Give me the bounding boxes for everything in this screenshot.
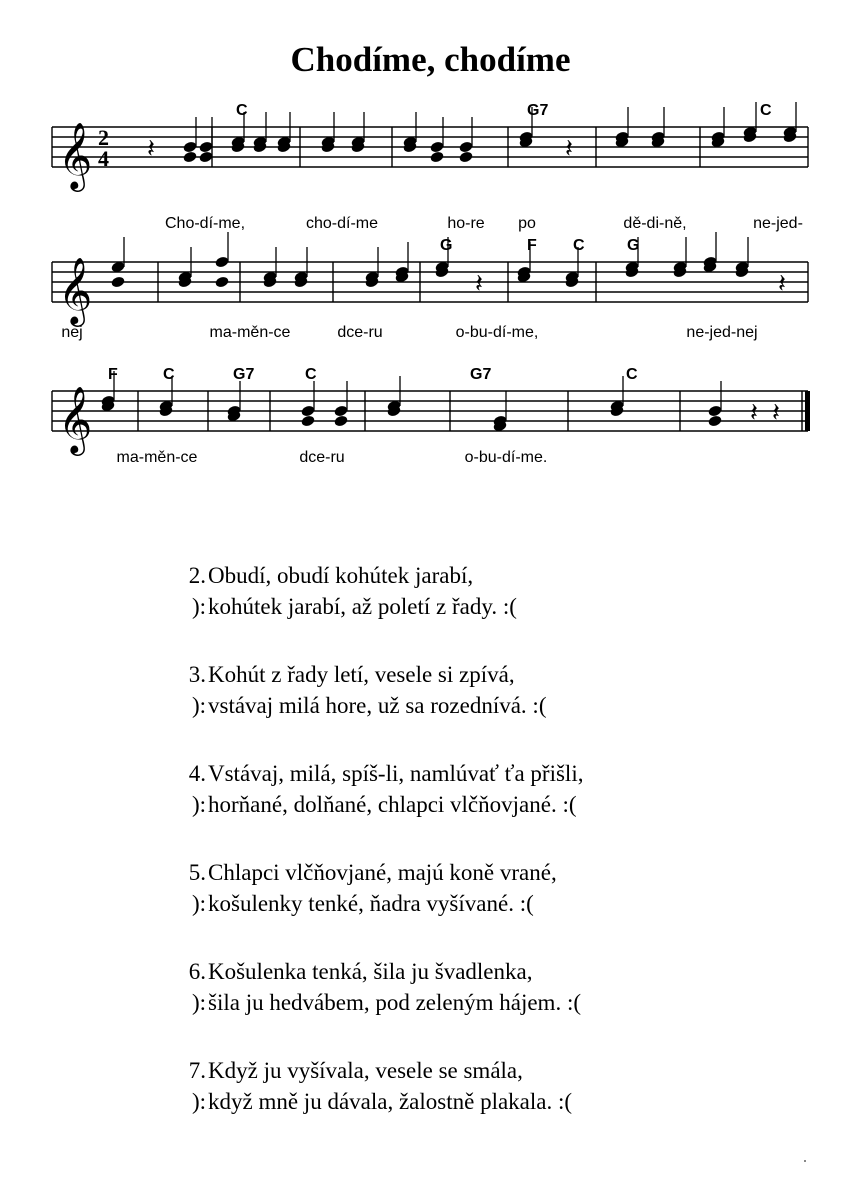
music-score	[0, 0, 861, 500]
quarter-rest-icon: 𝄽	[772, 398, 780, 428]
chord-symbol: C	[305, 366, 317, 383]
verses	[160, 560, 800, 1154]
quarter-rest-icon: 𝄽	[750, 398, 758, 428]
verse-line: šila ju hedvábem, pod zeleným hájem. :(	[208, 990, 581, 1015]
note-chord	[707, 381, 722, 428]
verse-number: 5.	[188, 860, 206, 885]
notehead	[182, 140, 197, 153]
note-chord	[110, 237, 125, 289]
notehead	[214, 275, 229, 288]
notehead	[333, 414, 348, 427]
verse-line: vstávaj milá hore, už sa rozednívá. :(	[208, 693, 547, 718]
song-title: Chodíme, chodíme	[290, 40, 571, 79]
lyric-syllables: dce-ru	[299, 449, 345, 466]
note-chord	[214, 232, 229, 289]
verse-line: Kohút z řady letí, vesele si zpívá,	[208, 662, 515, 687]
quarter-rest-icon: 𝄽	[565, 134, 573, 164]
speck	[804, 1160, 806, 1162]
note-chord	[252, 112, 267, 154]
chord-symbol: F	[527, 237, 537, 254]
chord-symbol: G7	[233, 366, 255, 383]
chord-symbol: C	[573, 237, 585, 254]
verse-line: kohútek jarabí, až poletí z řady. :(	[208, 594, 517, 619]
lyric-syllables: cho-dí-me	[305, 215, 379, 232]
note-chord	[386, 376, 401, 418]
notehead	[458, 140, 473, 153]
notehead	[429, 140, 444, 153]
note-chord	[734, 237, 749, 279]
staff-system	[52, 256, 808, 327]
note-chord	[650, 107, 665, 149]
lyric-syllables: o-bu-dí-me.	[464, 449, 548, 466]
treble-clef-icon: 𝄞	[58, 385, 93, 453]
lyric-syllables: ne-jed-	[753, 215, 803, 232]
note-chord	[710, 107, 725, 149]
verse-line: Vstávaj, milá, spíš-li, namlúvať ťa přišli,	[208, 761, 584, 786]
lyric-syllables: dě-di-ně,	[623, 215, 687, 232]
note-chord	[742, 102, 757, 144]
note-chord	[782, 102, 797, 144]
notehead	[300, 414, 315, 427]
note-chord	[609, 376, 624, 418]
note-chord	[672, 237, 687, 279]
chord-symbol: C	[626, 366, 638, 383]
staff-system	[52, 385, 810, 456]
verse-line: Chlapci vlčňovjané, majú koně vrané,	[208, 860, 557, 885]
verse-line: Košulenka tenká, šila ju švadlenka,	[208, 959, 533, 984]
chord-symbol: G	[627, 237, 640, 254]
staff-system	[52, 121, 808, 192]
note-chord	[429, 117, 444, 164]
lyric-syllables: ma-měn-ce	[116, 449, 198, 466]
notehead	[300, 404, 315, 417]
repeat-sign: ):	[191, 594, 206, 619]
verse-line: když mně ju dávala, žalostně plakala. :(	[208, 1089, 573, 1114]
verse-number: 4.	[188, 761, 206, 786]
quarter-rest-icon: 𝄽	[475, 269, 483, 299]
time-signature-bottom: 4	[98, 146, 109, 171]
lyric-syllables: o-bu-dí-me,	[455, 324, 539, 341]
verse-line: horňané, dolňané, chlapci vlčňovjané. :(	[208, 792, 577, 817]
note-chord	[702, 232, 717, 274]
lyric-syllables: dce-ru	[337, 324, 383, 341]
note-chord	[262, 247, 277, 289]
notehead	[458, 150, 473, 163]
verse	[160, 659, 800, 721]
verse	[160, 956, 800, 1018]
note-chord	[492, 391, 507, 433]
verse	[160, 560, 800, 622]
lyric-syllables: Cho-dí-me,	[164, 215, 246, 232]
notehead	[182, 150, 197, 163]
lyric-syllables: ma-měn-ce	[209, 324, 291, 341]
noteheads	[100, 102, 797, 433]
time-signature-top: 2	[98, 125, 109, 150]
verse-number: 2.	[188, 563, 206, 588]
verse-number: 7.	[188, 1058, 206, 1083]
chord-symbol: C	[760, 102, 772, 119]
lyric-syllables: ho-re	[447, 215, 485, 232]
final-barline-thick	[805, 391, 810, 431]
note-chord	[458, 117, 473, 164]
chord-symbol: F	[108, 366, 118, 383]
note-chord	[276, 112, 291, 154]
quarter-rest-icon: 𝄽	[147, 134, 155, 164]
note-chord	[293, 247, 308, 289]
chord-symbol: C	[236, 102, 248, 119]
verse-number: 3.	[188, 662, 206, 687]
note-chord	[364, 247, 379, 289]
verse	[160, 758, 800, 820]
quarter-rest-icon: 𝄽	[778, 269, 786, 299]
note-chord	[300, 381, 315, 428]
repeat-sign: ):	[191, 891, 206, 916]
repeat-sign: ):	[191, 693, 206, 718]
treble-clef-icon: 𝄞	[58, 256, 93, 324]
lyric-syllables: po	[518, 215, 536, 232]
lyric-syllables: nej	[61, 324, 83, 341]
chord-symbol: G7	[527, 102, 549, 119]
treble-clef-icon: 𝄞	[58, 121, 93, 189]
verse	[160, 857, 800, 919]
repeat-sign: ):	[191, 990, 206, 1015]
notehead	[707, 414, 722, 427]
notehead	[333, 404, 348, 417]
note-chord	[333, 381, 348, 428]
verse	[160, 1055, 800, 1117]
verse-number: 6.	[188, 959, 206, 984]
note-chord	[320, 112, 335, 154]
lyric-syllables: ne-jed-nej	[686, 324, 758, 341]
note-chord	[350, 112, 365, 154]
notehead	[110, 275, 125, 288]
verse-line: košulenky tenké, ňadra vyšívané. :(	[208, 891, 534, 916]
lyrics	[61, 215, 803, 466]
note-chord	[182, 117, 197, 164]
note-chord	[394, 242, 409, 284]
notehead	[429, 150, 444, 163]
chord-symbol: G	[440, 237, 453, 254]
notehead	[214, 255, 229, 268]
repeat-sign: ):	[191, 1089, 206, 1114]
note-chord	[226, 381, 241, 423]
notehead	[707, 404, 722, 417]
note-chord	[402, 112, 417, 154]
repeat-sign: ):	[191, 792, 206, 817]
chord-symbol: C	[163, 366, 175, 383]
verse-line: Obudí, obudí kohútek jarabí,	[208, 563, 474, 588]
verse-line: Když ju vyšívala, vesele se smála,	[208, 1058, 523, 1083]
chord-symbol: G7	[470, 366, 492, 383]
note-chord	[177, 247, 192, 289]
note-chord	[614, 107, 629, 149]
